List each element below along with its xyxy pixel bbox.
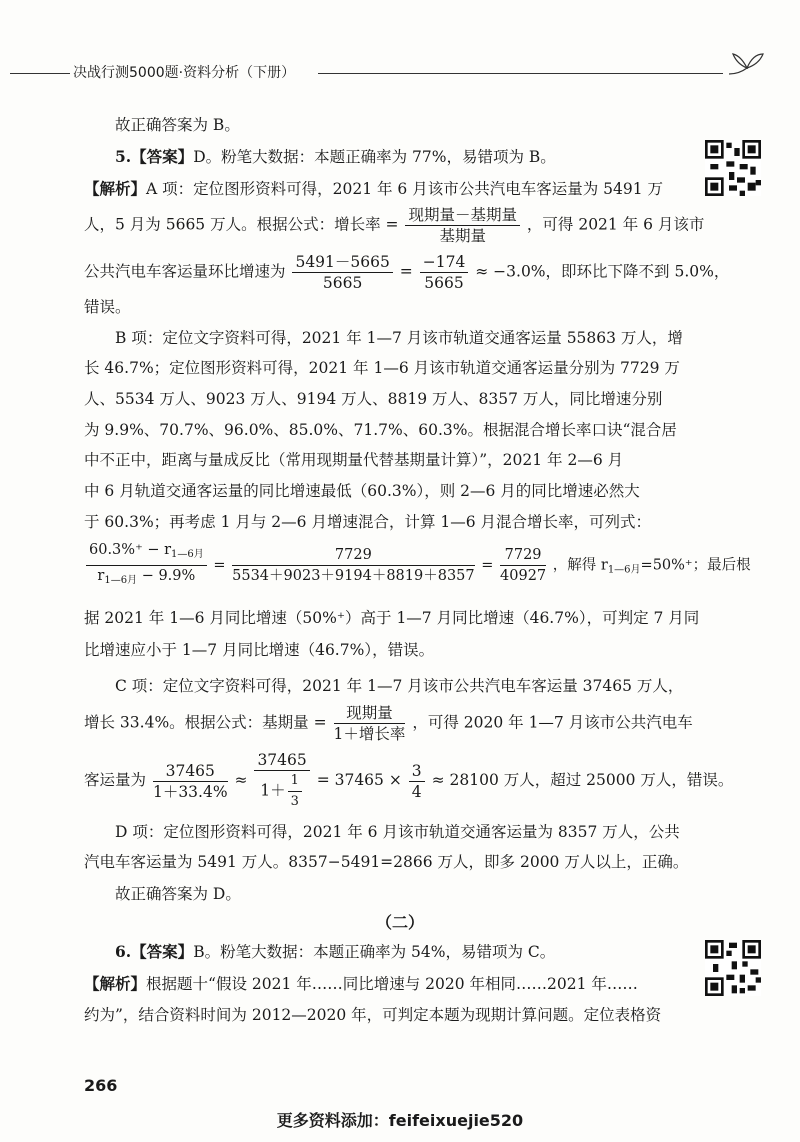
analysis-text: 根据题十“假设 2021 年……同比增速与 2020 年相同……2021 年…… (146, 975, 638, 993)
denominator: 基期量 (439, 227, 486, 245)
q5-analysis-b6: 中 6 月轨道交通客运量的同比增速最低（60.3%），则 2—6 月的同比增速必然大 (84, 482, 640, 500)
q5-analysis-b3: 人、5534 万人、9023 万人、9194 万人、8819 万人、8357 万人，同比增速分别 (84, 390, 663, 408)
qr-code-icon (705, 940, 761, 996)
fraction (409, 761, 425, 802)
conclusion-q4: 故正确答案为 B。 (115, 116, 240, 134)
denominator: 1＋增长率 (333, 725, 406, 743)
q5-analysis-b8 (84, 540, 751, 591)
header-rule-right (318, 73, 723, 74)
q5-analysis-a2 (84, 205, 705, 246)
q5-analysis-c2 (84, 703, 693, 744)
text: 客运量为 (84, 771, 147, 789)
denominator: 5665 (322, 274, 363, 292)
numerator: 7729 (232, 545, 475, 566)
text: ，可得 2021 年 6 月该市 (526, 215, 705, 234)
denominator (254, 771, 309, 812)
numerator: 现期量－基期量 (405, 205, 520, 226)
fraction (254, 750, 309, 812)
text: 人，5 月为 5665 万人。根据公式：增长率 = (84, 215, 399, 234)
section-heading: （二） (375, 913, 424, 932)
text: ≈ −3.0%，即环比下降不到 5.0%， (475, 262, 730, 281)
text: =50%⁺；最后根 (640, 557, 751, 574)
text: − 9.9% (137, 568, 196, 584)
denominator: 3 (290, 794, 299, 809)
numerator: 5491－5665 (292, 252, 392, 273)
q5-analysis-b4: 为 9.9%、70.7%、96.0%、85.0%、71.7%、60.3%。根据混合增长率口诀“混合居 (84, 421, 677, 439)
q5-analysis-b7: 于 60.3%；再考虑 1 月与 2—6 月增速混合，计算 1—6 月混合增长率，可列式： (84, 513, 652, 531)
equals-sign: = (481, 557, 494, 574)
text: 公共汽电车客运量环比增速为 (84, 262, 286, 281)
q5-analysis-b9: 据 2021 年 1—6 月同比增速（50%⁺）高于 1—7 月同比增速（46.7%），可判定 7 月同 (84, 609, 700, 627)
q6-analysis-1 (84, 972, 674, 996)
denominator: 4 (411, 782, 422, 801)
denominator: 5534＋9023＋9194＋8819＋8357 (232, 568, 475, 584)
numerator: 37465 (254, 750, 309, 771)
equals-sign: = (213, 557, 226, 574)
running-header-title: 决战行测5000题·资料分析（下册） (73, 65, 296, 81)
q6-answer (115, 940, 705, 964)
q5-analysis-b1: B 项：定位文字资料可得，2021 年 1—7 月该市轨道交通客运量 55863 万人，增 (115, 329, 683, 347)
fraction (153, 761, 228, 802)
subscript: 1—6月 (171, 549, 204, 560)
base-quantity-formula (334, 703, 406, 744)
text: 1＋ (260, 781, 286, 800)
text: 增长 33.4%。根据公式：基期量 = (84, 713, 327, 732)
fraction (292, 252, 392, 293)
q6-analysis-2: 约为”，结合资料时间为 2012—2020 年，可判定本题为现期计算问题。定位表格资 (84, 1006, 662, 1024)
q5-analysis-c1: C 项：定位文字资料可得，2021 年 1—7 月该市公共汽电车客运量 37465 万人， (115, 677, 684, 695)
header-rule-left (10, 73, 70, 74)
text: = 37465 × (316, 771, 402, 789)
answer-text: D。粉笔大数据：本题正确率为 77%，易错项为 B。 (193, 148, 556, 166)
answer-label: 5.【答案】 (115, 147, 194, 166)
analysis-text: A 项：定位图形资料可得，2021 年 6 月该市公共汽电车客运量为 5491 万 (146, 180, 664, 198)
denominator (86, 566, 207, 591)
numerator: −174 (420, 252, 469, 273)
fraction (232, 545, 475, 586)
q5-analysis-d1: D 项：定位图形资料可得，2021 年 6 月该市轨道交通客运量为 8357 万人，公共 (115, 823, 680, 841)
analysis-label: 【解析】 (84, 974, 147, 993)
text: r (97, 568, 105, 584)
q5-analysis-c3 (84, 750, 734, 812)
denominator: 5665 (424, 274, 464, 292)
q5-analysis-a3 (84, 252, 730, 293)
conclusion-q5: 故正确答案为 D。 (115, 885, 241, 903)
approx-sign: ≈ (234, 771, 248, 789)
fraction (500, 545, 546, 586)
q5-analysis-a1 (84, 177, 674, 201)
subscript: 1—6月 (607, 564, 641, 576)
equals-sign: = (399, 262, 413, 281)
q5-analysis-b10: 比增速应小于 1—7 月同比增速（46.7%），错误。 (84, 641, 435, 659)
q5-answer (115, 145, 705, 169)
qr-code-icon (705, 140, 761, 196)
growth-rate-formula (405, 205, 520, 246)
numerator: 现期量 (334, 703, 406, 724)
numerator: 3 (409, 761, 425, 782)
numerator: 37465 (153, 761, 228, 782)
q5-analysis-b5: 中不正中，距离与量成反比（常用现期量代替基期量计算）”，2021 年 2—6 月 (84, 451, 624, 469)
q5-analysis-a4: 错误。 (84, 298, 131, 316)
text: 60.3%⁺ − r (89, 542, 172, 558)
q5-analysis-b2: 长 46.7%；定位图形资料可得，2021 年 1—6 月该市轨道交通客运量分别为 7729 万 (84, 359, 680, 377)
page-number: 266 (84, 1076, 118, 1095)
numerator: 1 (288, 771, 302, 792)
sprout-icon (727, 48, 767, 80)
answer-label: 6.【答案】 (115, 942, 194, 961)
text: ，解得 r (552, 557, 608, 574)
numerator: 7729 (500, 545, 546, 566)
analysis-label: 【解析】 (84, 179, 147, 198)
answer-text: B。粉笔大数据：本题正确率为 54%，易错项为 C。 (193, 943, 556, 961)
text: ≈ 28100 万人，超过 25000 万人，错误。 (431, 771, 734, 789)
footer-note: 更多资料添加：feifeixuejie520 (276, 1111, 524, 1130)
q5-analysis-d2: 汽电车客运量为 5491 万人。8357−5491=2866 万人，即多 2000 万人以上，正确。 (84, 853, 689, 871)
mixed-growth-fraction (86, 540, 207, 591)
text: ，可得 2020 年 1—7 月该市公共汽电车 (412, 713, 693, 732)
fraction (420, 252, 469, 293)
denominator: 1＋33.4% (152, 782, 228, 801)
subscript: 1—6月 (104, 575, 138, 586)
numerator (86, 540, 207, 566)
denominator: 40927 (500, 568, 547, 584)
nested-fraction (288, 771, 302, 812)
